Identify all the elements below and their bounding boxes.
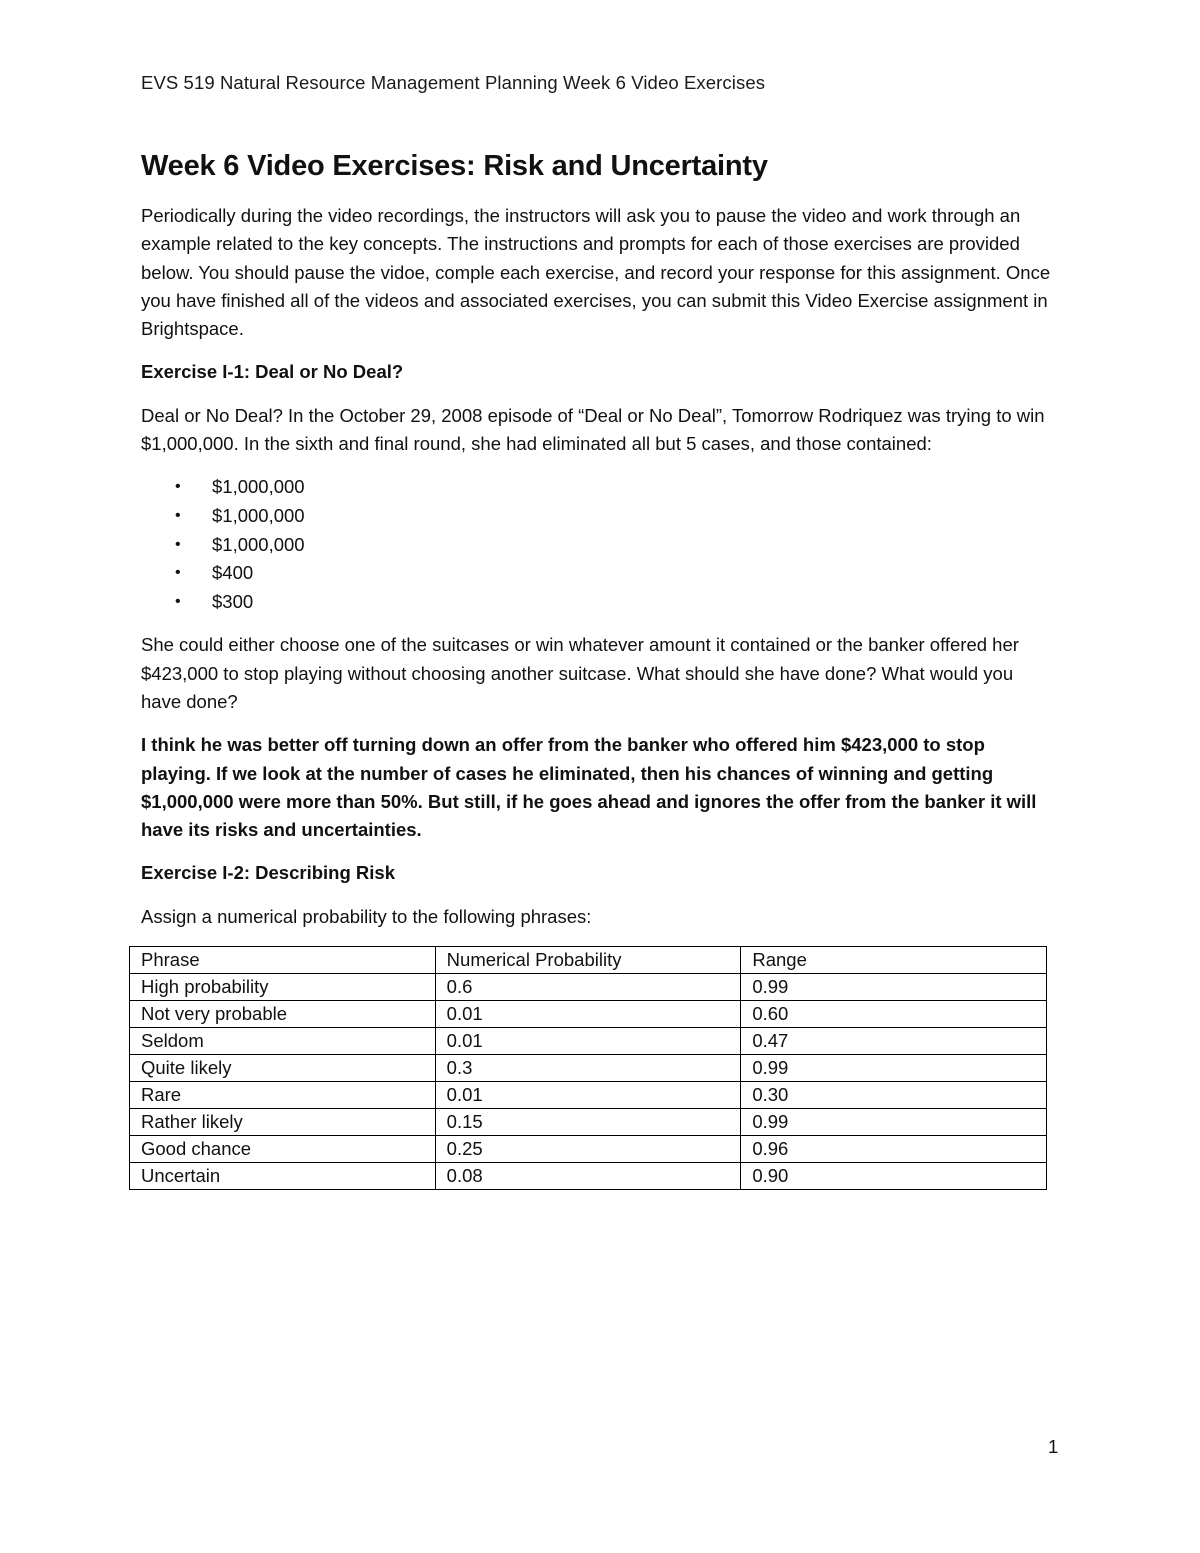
table-header-row — [130, 947, 1047, 974]
phrase-cell: Quite likely — [130, 1055, 436, 1082]
phrase-cell: Good chance — [130, 1136, 436, 1163]
case-value: $1,000,000 — [212, 476, 305, 498]
bullet-icon: • — [175, 564, 181, 582]
probability-cell: 0.01 — [435, 1028, 741, 1055]
document-body — [141, 146, 1056, 1190]
case-list — [141, 473, 1056, 616]
range-cell: 0.47 — [741, 1028, 1047, 1055]
exercise-2-prompt: Assign a numerical probability to the following phrases: — [141, 905, 592, 927]
table-row — [130, 1082, 1047, 1109]
range-cell: 0.96 — [741, 1136, 1047, 1163]
range-cell: 0.60 — [741, 1001, 1047, 1028]
page-number: 1 — [1048, 1436, 1059, 1457]
probability-cell: 0.3 — [435, 1055, 741, 1082]
table-row — [130, 1136, 1047, 1163]
intro-paragraph: Periodically during the video recordings, the instructors will ask you to pause the video and work through an example related to the key concepts. The instructions and prompts for each of those exercises are provided below. You should pause the vidoe, comple each exercise, and record your response for this assignment. Once you have finished all of the videos and associated exercises, you can submit this Video Exercise assignment in Brightspace. — [141, 205, 1051, 340]
probability-table — [129, 946, 1047, 1190]
range-cell: 0.90 — [741, 1163, 1047, 1190]
case-value: $300 — [212, 590, 254, 612]
range-cell: 0.30 — [741, 1082, 1047, 1109]
running-header: EVS 519 Natural Resource Management Planning Week 6 Video Exercises — [141, 72, 766, 93]
probability-cell: 0.6 — [435, 974, 741, 1001]
case-value: $1,000,000 — [212, 504, 305, 526]
table-row — [130, 1001, 1047, 1028]
column-header-range: Range — [741, 947, 1047, 974]
list-item — [141, 531, 1056, 560]
list-item — [141, 473, 1056, 502]
list-item — [141, 559, 1056, 588]
column-header-phrase: Phrase — [130, 947, 436, 974]
probability-cell: 0.08 — [435, 1163, 741, 1190]
list-item — [141, 502, 1056, 531]
bullet-icon: • — [175, 506, 181, 524]
probability-cell: 0.15 — [435, 1109, 741, 1136]
phrase-cell: Seldom — [130, 1028, 436, 1055]
phrase-cell: High probability — [130, 974, 436, 1001]
exercise-1-answer: I think he was better off turning down an offer from the banker who offered him $423,000 to stop playing. If we look at the number of cases he eliminated, then his chances of winning and getting $1,000,000 were more than 50%. But still, if he goes ahead and ignores the offer from the banker it will have its risks and uncertainties. — [141, 734, 1037, 841]
table-row — [130, 974, 1047, 1001]
phrase-cell: Rather likely — [130, 1109, 436, 1136]
probability-cell: 0.01 — [435, 1001, 741, 1028]
case-value: $400 — [212, 562, 254, 584]
exercise-2-heading: Exercise I-2: Describing Risk — [141, 862, 395, 884]
table-row — [130, 1163, 1047, 1190]
document-title: Week 6 Video Exercises: Risk and Uncertainty — [141, 150, 768, 182]
exercise-1-heading: Exercise I-1: Deal or No Deal? — [141, 361, 404, 383]
table-row — [130, 1028, 1047, 1055]
bullet-icon: • — [175, 535, 181, 553]
table-row — [130, 1055, 1047, 1082]
bullet-icon: • — [175, 478, 181, 496]
phrase-cell: Rare — [130, 1082, 436, 1109]
range-cell: 0.99 — [741, 974, 1047, 1001]
exercise-1-prompt: Deal or No Deal? In the October 29, 2008 episode of “Deal or No Deal”, Tomorrow Rodriquez was trying to win $1,000,000. In the sixth and final round, she had eliminated all but 5 cases, and those contained: — [141, 404, 1045, 455]
range-cell: 0.99 — [741, 1109, 1047, 1136]
range-cell: 0.99 — [741, 1055, 1047, 1082]
column-header-probability: Numerical Probability — [435, 947, 741, 974]
case-value: $1,000,000 — [212, 533, 305, 555]
bullet-icon: • — [175, 592, 181, 610]
exercise-1-question: She could either choose one of the suitcases or win whatever amount it contained or the banker offered her $423,000 to stop playing without choosing another suitcase. What should she have done? What would you have done? — [141, 634, 1019, 712]
phrase-cell: Uncertain — [130, 1163, 436, 1190]
table-row — [130, 1109, 1047, 1136]
probability-cell: 0.01 — [435, 1082, 741, 1109]
list-item — [141, 588, 1056, 617]
phrase-cell: Not very probable — [130, 1001, 436, 1028]
probability-cell: 0.25 — [435, 1136, 741, 1163]
